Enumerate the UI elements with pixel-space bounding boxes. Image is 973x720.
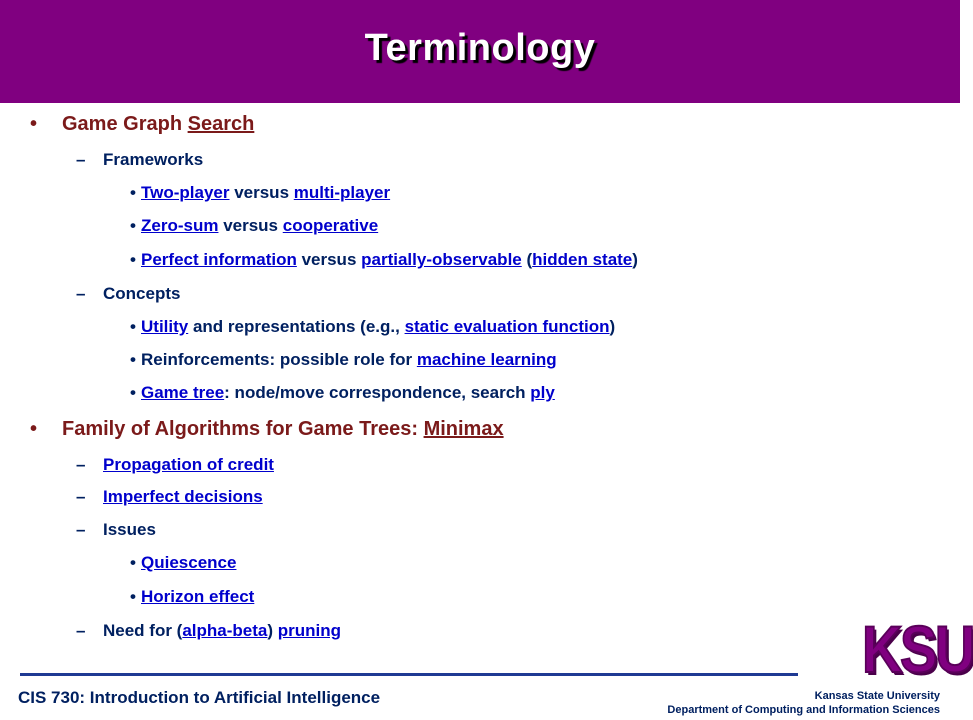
outline-item-level-3 xyxy=(141,587,254,607)
outline-item-level-3 xyxy=(141,183,390,203)
bullet: • xyxy=(130,250,136,269)
university-info xyxy=(667,689,940,717)
term-link[interactable]: ply xyxy=(530,383,555,402)
outline-item-level-2 xyxy=(103,455,274,475)
outline-text: Reinforcements: possible role for xyxy=(141,350,417,369)
term-link[interactable]: partially-observable xyxy=(361,250,522,269)
term-link[interactable]: static evaluation function xyxy=(404,317,610,336)
outline-item-level-3 xyxy=(141,216,378,236)
outline-text: versus xyxy=(218,216,283,235)
ksu-logo: KSU xyxy=(862,612,973,686)
dash-bullet: – xyxy=(76,621,86,640)
outline-text: and representations (e.g., xyxy=(188,317,405,336)
outline-item-level-2 xyxy=(103,150,203,170)
term-link[interactable]: Horizon effect xyxy=(141,587,255,606)
course-title: CIS 730: Introduction to Artificial Intelligence xyxy=(18,688,381,707)
outline-text: ) xyxy=(632,250,638,269)
outline-text: ( xyxy=(521,250,533,269)
outline-text: ) xyxy=(267,621,278,640)
bullet: • xyxy=(130,383,136,402)
outline-text: Family of Algorithms for Game Trees: xyxy=(62,418,424,440)
slide-title: Terminology xyxy=(364,27,596,69)
outline-item-level-2 xyxy=(103,284,180,304)
outline-item-level-3 xyxy=(141,350,557,370)
outline-item-level-1 xyxy=(62,418,504,441)
outline-text: Concepts xyxy=(103,284,181,303)
term-link[interactable]: Zero-sum xyxy=(141,216,219,235)
term-link[interactable]: pruning xyxy=(277,621,342,640)
term-link[interactable]: machine learning xyxy=(416,350,557,369)
outline-item-level-2 xyxy=(103,487,263,507)
term-link[interactable]: Perfect information xyxy=(141,250,297,269)
outline-text: versus xyxy=(229,183,294,202)
term-link[interactable]: Imperfect decisions xyxy=(103,487,263,506)
term-link[interactable]: alpha-beta xyxy=(182,621,268,640)
term-link[interactable]: Game tree xyxy=(141,383,225,402)
term-link[interactable]: Search xyxy=(187,113,255,135)
outline-item-level-2 xyxy=(103,621,341,641)
dash-bullet: – xyxy=(76,150,86,169)
outline-item-level-3 xyxy=(141,250,638,270)
bullet: • xyxy=(130,216,136,235)
term-link[interactable]: Minimax xyxy=(423,418,504,440)
outline-text: Issues xyxy=(103,520,156,539)
bullet: • xyxy=(30,113,38,135)
bullet: • xyxy=(130,317,136,336)
outline-text: ) xyxy=(609,317,616,336)
outline-item-level-3 xyxy=(141,317,615,337)
outline-text: Game Graph xyxy=(62,113,188,135)
dash-bullet: – xyxy=(76,487,86,506)
bullet: • xyxy=(130,553,136,572)
bullet: • xyxy=(130,350,136,369)
term-link[interactable]: hidden state xyxy=(532,250,633,269)
outline-item-level-1 xyxy=(62,113,254,136)
university-name: Kansas State University xyxy=(814,690,940,702)
outline-item-level-3 xyxy=(141,553,236,573)
bullet: • xyxy=(130,587,136,606)
outline-text: : node/move correspondence, search xyxy=(224,383,531,402)
term-link[interactable]: multi-player xyxy=(293,183,391,202)
term-link[interactable]: Utility xyxy=(141,317,189,336)
dash-bullet: – xyxy=(76,455,86,474)
outline-text: versus xyxy=(296,250,362,269)
term-link[interactable]: Quiescence xyxy=(141,553,237,572)
term-link[interactable]: Two-player xyxy=(141,183,230,202)
outline-item-level-3 xyxy=(141,383,555,403)
dash-bullet: – xyxy=(76,284,86,303)
outline-text: Need for ( xyxy=(103,621,183,640)
term-link[interactable]: Propagation of credit xyxy=(103,455,274,474)
footer-divider xyxy=(20,673,798,676)
bullet: • xyxy=(30,418,38,440)
bullet: • xyxy=(130,183,136,202)
outline-text: Frameworks xyxy=(103,150,204,169)
term-link[interactable]: cooperative xyxy=(282,216,379,235)
dash-bullet: – xyxy=(76,520,86,539)
outline-item-level-2 xyxy=(103,520,156,540)
department-name: Department of Computing and Information Sciences xyxy=(667,704,940,716)
